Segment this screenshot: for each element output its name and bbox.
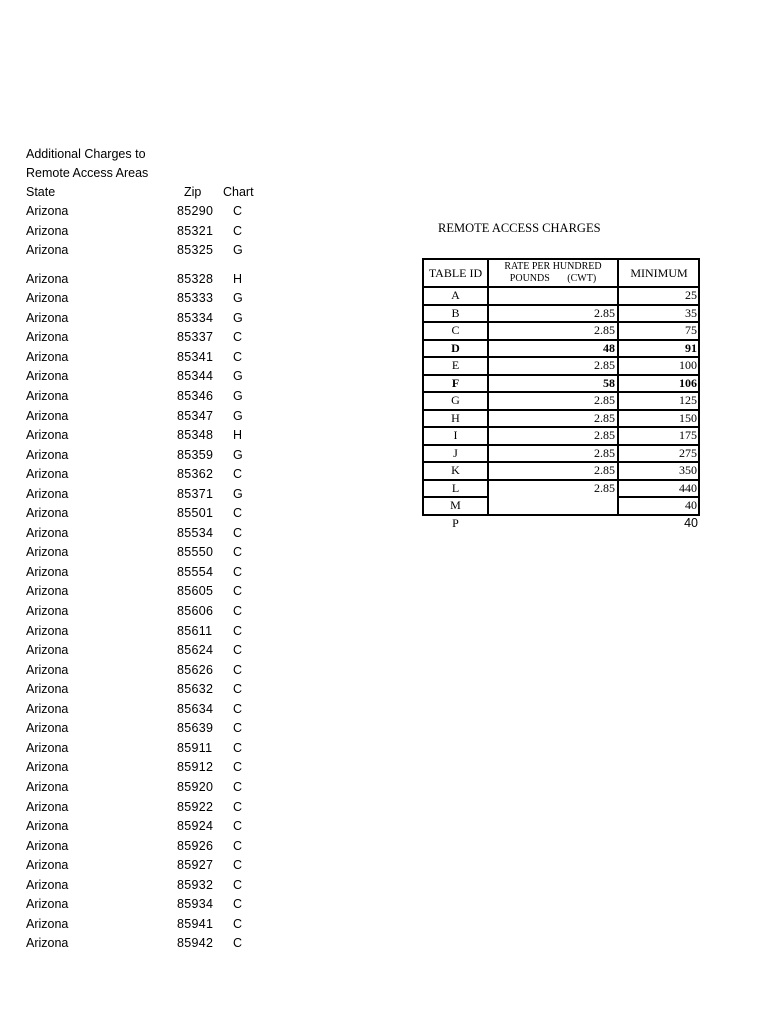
chart-cell: C xyxy=(233,506,243,521)
state-cell: Arizona xyxy=(26,877,69,892)
chart-cell: H xyxy=(233,428,243,443)
rac-rate-cell: 2.85 xyxy=(488,322,618,340)
chart-cell: C xyxy=(233,584,243,599)
zip-cell: 85611 xyxy=(177,623,213,638)
state-cell: Arizona xyxy=(26,388,69,403)
chart-cell: C xyxy=(233,643,243,658)
chart-cell: G xyxy=(233,243,243,258)
rac-rate-cell xyxy=(488,497,618,515)
rac-rate-cell: 58 xyxy=(488,375,618,393)
chart-cell: C xyxy=(233,877,243,892)
chart-cell: C xyxy=(233,682,243,697)
rac-row xyxy=(423,305,699,323)
column-header-chart: Chart xyxy=(223,185,254,199)
rac-rate-cell: 2.85 xyxy=(488,410,618,428)
rac-header-row xyxy=(423,259,699,287)
zip-cell: 85348 xyxy=(177,428,214,443)
remote-access-charges-title: REMOTE ACCESS CHARGES xyxy=(438,221,601,235)
rac-rate-cell: 2.85 xyxy=(488,392,618,410)
chart-cell: C xyxy=(233,545,243,560)
zip-cell: 85924 xyxy=(177,819,214,834)
zip-cell: 85927 xyxy=(177,858,214,873)
chart-cell: G xyxy=(233,291,243,306)
zip-cell: 85922 xyxy=(177,799,214,814)
rac-row xyxy=(423,515,699,532)
zip-cell: 85911 xyxy=(177,740,213,755)
chart-cell: C xyxy=(233,740,243,755)
state-cell: Arizona xyxy=(26,467,69,482)
rac-minimum-cell: 40 xyxy=(618,497,699,515)
chart-cell: C xyxy=(233,525,243,540)
heading-line-1: Additional Charges to xyxy=(26,147,146,161)
rac-minimum-cell: 25 xyxy=(618,287,699,305)
zip-cell: 85534 xyxy=(177,525,214,540)
state-cell: Arizona xyxy=(26,721,69,736)
state-cell: Arizona xyxy=(26,897,69,912)
chart-cell: C xyxy=(233,858,243,873)
state-cell: Arizona xyxy=(26,779,69,794)
chart-cell: C xyxy=(233,701,243,716)
state-cell: Arizona xyxy=(26,701,69,716)
zip-cell: 85634 xyxy=(177,701,214,716)
rac-rate-cell: 2.85 xyxy=(488,357,618,375)
state-cell: Arizona xyxy=(26,564,69,579)
rac-minimum-cell: 40 xyxy=(684,516,698,531)
rac-minimum-cell: 91 xyxy=(618,340,699,358)
state-cell: Arizona xyxy=(26,799,69,814)
zip-cell: 85290 xyxy=(177,204,214,218)
state-cell: Arizona xyxy=(26,486,69,501)
zip-list-section xyxy=(26,145,254,951)
zip-cell: 85346 xyxy=(177,388,214,403)
rac-table-id-cell: J xyxy=(423,445,488,463)
state-cell: Arizona xyxy=(26,662,69,677)
rac-table-id-cell: M xyxy=(423,497,488,515)
state-cell: Arizona xyxy=(26,447,69,462)
chart-cell: C xyxy=(233,604,243,618)
state-cell: Arizona xyxy=(26,271,69,286)
zip-cell: 85941 xyxy=(177,916,214,931)
state-cell: Arizona xyxy=(26,525,69,540)
chart-cell: C xyxy=(233,721,243,736)
rac-row xyxy=(423,480,699,498)
chart-cell: C xyxy=(233,467,243,482)
rac-row xyxy=(423,427,699,445)
zip-cell: 85632 xyxy=(177,682,214,697)
rac-rate-cell: 2.85 xyxy=(488,462,618,480)
chart-cell: C xyxy=(233,204,243,218)
rac-row xyxy=(423,375,699,393)
rac-table-id-cell: I xyxy=(423,427,488,445)
state-cell: Arizona xyxy=(26,310,69,325)
rac-row xyxy=(423,287,699,305)
rac-minimum-cell: 275 xyxy=(618,445,699,463)
state-cell: Arizona xyxy=(26,204,69,218)
chart-cell: H xyxy=(233,271,243,286)
chart-cell: C xyxy=(233,223,243,238)
state-cell: Arizona xyxy=(26,291,69,306)
remote-access-charges-table xyxy=(422,258,700,531)
rac-row xyxy=(423,357,699,375)
zip-cell: 85639 xyxy=(177,721,214,736)
zip-cell: 85605 xyxy=(177,584,214,599)
zip-cell: 85934 xyxy=(177,897,214,912)
state-cell: Arizona xyxy=(26,936,69,951)
rac-minimum-cell: 150 xyxy=(618,410,699,428)
rac-minimum-cell: 106 xyxy=(618,375,699,393)
chart-cell: C xyxy=(233,799,243,814)
zip-cell: 85932 xyxy=(177,877,214,892)
rac-minimum-cell: 350 xyxy=(618,462,699,480)
chart-cell: C xyxy=(233,897,243,912)
rac-row xyxy=(423,462,699,480)
zip-cell: 85554 xyxy=(177,564,214,579)
zip-cell: 85942 xyxy=(177,936,214,951)
column-header-state: State xyxy=(26,185,56,199)
state-cell: Arizona xyxy=(26,682,69,697)
state-cell: Arizona xyxy=(26,223,69,238)
rac-minimum-cell: 125 xyxy=(618,392,699,410)
chart-cell: G xyxy=(233,310,243,325)
zip-cell: 85371 xyxy=(177,486,214,501)
state-cell: Arizona xyxy=(26,584,69,599)
zip-cell: 85333 xyxy=(177,291,214,306)
heading-line-2: Remote Access Areas xyxy=(26,166,149,180)
rac-minimum-cell: 440 xyxy=(618,480,699,498)
state-cell: Arizona xyxy=(26,643,69,658)
state-cell: Arizona xyxy=(26,858,69,873)
state-cell: Arizona xyxy=(26,545,69,560)
state-cell: Arizona xyxy=(26,623,69,638)
zip-cell: 85328 xyxy=(177,271,214,286)
rac-table-id-cell: B xyxy=(423,305,488,323)
rac-rate-cell: 48 xyxy=(488,340,618,358)
zip-cell: 85606 xyxy=(177,604,214,618)
chart-cell: C xyxy=(233,819,243,834)
chart-cell: C xyxy=(233,330,243,345)
chart-cell: C xyxy=(233,662,243,677)
rac-table-id-cell: A xyxy=(423,287,488,305)
zip-cell: 85362 xyxy=(177,467,214,482)
zip-cell: 85624 xyxy=(177,643,214,658)
rac-table-id-cell: E xyxy=(423,357,488,375)
zip-cell: 85341 xyxy=(177,349,214,364)
chart-cell: G xyxy=(233,369,243,384)
state-cell: Arizona xyxy=(26,740,69,755)
column-header-zip: Zip xyxy=(184,185,202,199)
rac-table-id-cell: D xyxy=(423,340,488,358)
rac-row xyxy=(423,392,699,410)
rac-header-minimum: MINIMUM xyxy=(618,259,699,287)
zip-cell: 85626 xyxy=(177,662,214,677)
rac-row xyxy=(423,322,699,340)
state-cell: Arizona xyxy=(26,369,69,384)
rac-table-id-cell: C xyxy=(423,322,488,340)
rac-rate-cell: 2.85 xyxy=(488,305,618,323)
zip-cell: 85550 xyxy=(177,545,214,560)
chart-cell: G xyxy=(233,388,243,403)
rac-minimum-cell: 175 xyxy=(618,427,699,445)
zip-cell: 85920 xyxy=(177,779,214,794)
state-cell: Arizona xyxy=(26,428,69,443)
rac-table-id-cell: P xyxy=(452,515,459,530)
rac-header-rate-line-1: RATE PER HUNDRED xyxy=(504,261,602,272)
rac-row xyxy=(423,340,699,358)
state-cell: Arizona xyxy=(26,604,69,618)
zip-cell: 85501 xyxy=(177,506,214,521)
zip-cell: 85912 xyxy=(177,760,214,775)
chart-cell: C xyxy=(233,564,243,579)
rac-table-id-cell: L xyxy=(423,480,488,498)
state-cell: Arizona xyxy=(26,916,69,931)
rac-minimum-cell: 75 xyxy=(618,322,699,340)
chart-cell: C xyxy=(233,779,243,794)
rac-row xyxy=(423,445,699,463)
rac-table-id-cell: H xyxy=(423,410,488,428)
zip-cell: 85325 xyxy=(177,243,214,258)
state-cell: Arizona xyxy=(26,819,69,834)
zip-cell: 85334 xyxy=(177,310,214,325)
chart-cell: G xyxy=(233,486,243,501)
state-cell: Arizona xyxy=(26,330,69,345)
state-cell: Arizona xyxy=(26,506,69,521)
chart-cell: G xyxy=(233,408,243,423)
zip-cell: 85337 xyxy=(177,330,214,345)
rac-rate-cell xyxy=(488,287,618,305)
zip-cell: 85359 xyxy=(177,447,214,462)
rac-table-id-cell: F xyxy=(423,375,488,393)
chart-cell: C xyxy=(233,623,243,638)
zip-cell: 85321 xyxy=(177,223,214,238)
rac-row xyxy=(423,497,699,515)
rac-minimum-cell: 100 xyxy=(618,357,699,375)
rac-rate-cell: 2.85 xyxy=(488,445,618,463)
rac-rate-cell xyxy=(488,515,618,532)
chart-cell: C xyxy=(233,349,243,364)
zip-cell: 85347 xyxy=(177,408,214,423)
zip-cell: 85926 xyxy=(177,838,214,853)
state-cell: Arizona xyxy=(26,349,69,364)
zip-cell: 85344 xyxy=(177,369,214,384)
rac-rate-cell: 2.85 xyxy=(488,427,618,445)
rac-header-rate xyxy=(488,259,618,287)
rac-table-id-cell: G xyxy=(423,392,488,410)
rac-minimum-cell: 35 xyxy=(618,305,699,323)
state-cell: Arizona xyxy=(26,760,69,775)
rac-rate-cell: 2.85 xyxy=(488,480,618,498)
state-cell: Arizona xyxy=(26,408,69,423)
chart-cell: C xyxy=(233,916,243,931)
chart-cell: C xyxy=(233,838,243,853)
rac-header-rate-line-2: POUNDS (CWT) xyxy=(509,273,597,284)
rac-header-table-id: TABLE ID xyxy=(423,259,488,287)
chart-cell: C xyxy=(233,936,243,951)
rac-row xyxy=(423,410,699,428)
chart-cell: C xyxy=(233,760,243,775)
rac-table-id-cell: K xyxy=(423,462,488,480)
state-cell: Arizona xyxy=(26,243,69,258)
chart-cell: G xyxy=(233,447,243,462)
state-cell: Arizona xyxy=(26,838,69,853)
